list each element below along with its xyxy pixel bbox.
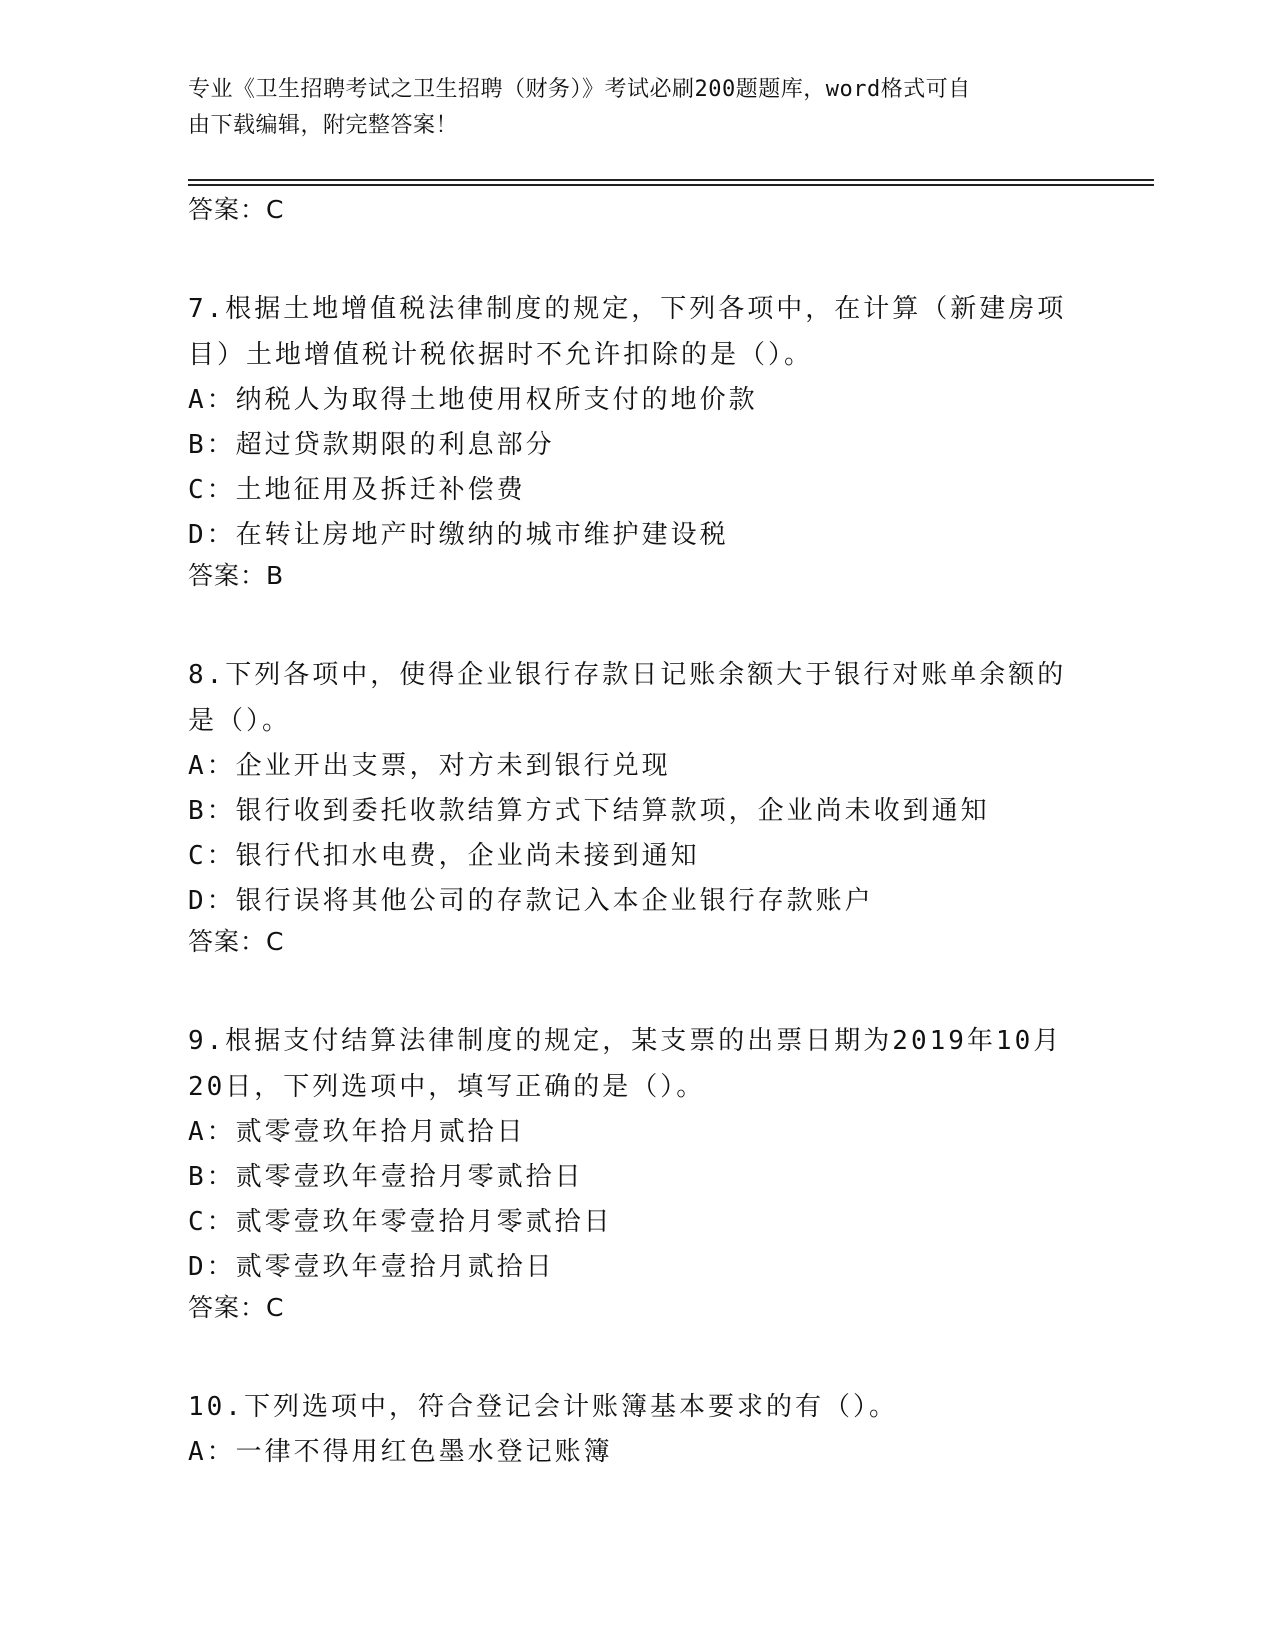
question-8-option-b: B：银行收到委托收款结算方式下结算款项，企业尚未收到通知: [188, 796, 990, 826]
question-7-text-line-2: 目）土地增值税计税依据时不允许扣除的是（）。: [188, 340, 814, 370]
question-9-text-line-2: 20日，下列选项中，填写正确的是（）。: [188, 1072, 706, 1102]
spacer: [188, 960, 1088, 1018]
spacer: [188, 228, 1088, 286]
question-7-text-line-1: 7.根据土地增值税法律制度的规定，下列各项中，在计算（新建房项: [188, 294, 1067, 324]
question-8-text-line-2: 是（）。: [188, 706, 292, 736]
question-9-option-a: A：贰零壹玖年拾月贰拾日: [188, 1117, 526, 1147]
question-10-option-a: A：一律不得用红色墨水登记账簿: [188, 1437, 613, 1467]
question-7-option-d: D：在转让房地产时缴纳的城市维护建设税: [188, 520, 729, 550]
question-8-option-d: D：银行误将其他公司的存款记入本企业银行存款账户: [188, 886, 874, 916]
previous-answer: 答案：C: [188, 195, 285, 224]
question-10: [188, 1384, 1088, 1475]
question-7-option-b: B：超过贷款期限的利息部分: [188, 430, 555, 460]
spacer: [188, 1326, 1088, 1384]
spacer: [188, 594, 1088, 652]
question-7-option-a: A：纳税人为取得土地使用权所支付的地价款: [188, 385, 758, 415]
question-9-answer: 答案：C: [188, 1293, 285, 1322]
question-list: [188, 192, 1088, 1475]
question-8-option-c: C：银行代扣水电费，企业尚未接到通知: [188, 841, 700, 871]
question-7: [188, 286, 1088, 594]
header-line-1: 专业《卫生招聘考试之卫生招聘（财务）》考试必刷200题题库，word格式可自: [188, 77, 971, 102]
question-9-text-line-1: 9.根据支付结算法律制度的规定，某支票的出票日期为2019年10月: [188, 1026, 1063, 1056]
question-9-option-b: B：贰零壹玖年壹拾月零贰拾日: [188, 1162, 584, 1192]
question-8-text-line-1: 8.下列各项中，使得企业银行存款日记账余额大于银行对账单余额的: [188, 660, 1067, 690]
question-8-answer: 答案：C: [188, 927, 285, 956]
question-9-option-c: C：贰零壹玖年零壹拾月零贰拾日: [188, 1207, 613, 1237]
question-7-answer: 答案：B: [188, 561, 285, 590]
question-9: [188, 1018, 1088, 1326]
header-divider-bottom: [188, 184, 1154, 186]
question-8: [188, 652, 1088, 960]
question-7-option-c: C：土地征用及拆迁补偿费: [188, 475, 526, 505]
question-10-text-line-1: 10.下列选项中，符合登记会计账簿基本要求的有（）。: [188, 1392, 898, 1422]
question-8-option-a: A：企业开出支票，对方未到银行兑现: [188, 751, 671, 781]
header-line-2: 由下载编辑，附完整答案！: [188, 113, 459, 138]
header-divider-top: [188, 179, 1154, 181]
document-header: [188, 72, 1068, 144]
question-9-option-d: D：贰零壹玖年壹拾月贰拾日: [188, 1252, 555, 1282]
